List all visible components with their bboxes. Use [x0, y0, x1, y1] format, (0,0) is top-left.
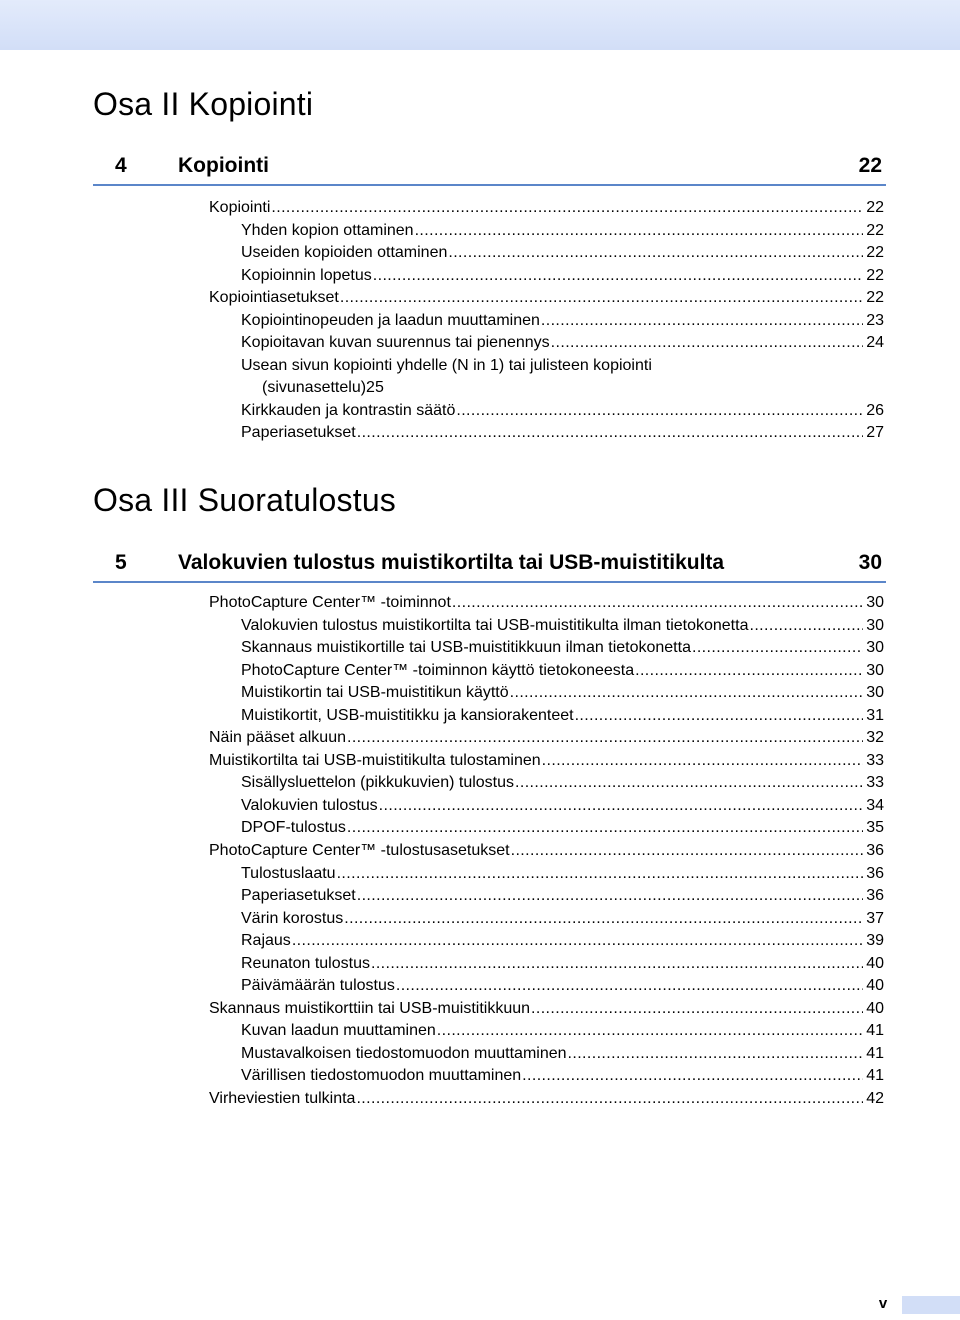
toc-entry-page: 24: [866, 334, 884, 352]
toc-entry-text: Skannaus muistikorttiin tai USB-muistitikkuun: [209, 999, 531, 1017]
dot-leader: [531, 998, 863, 1021]
toc-entry-text: Kopiointi: [209, 199, 271, 216]
dot-leader: [541, 310, 863, 333]
toc-entry-text: PhotoCapture Center™ -toiminnon käyttö tietokoneesta: [241, 661, 635, 679]
toc-entry-page: 30: [866, 684, 884, 702]
toc-entry[interactable]: [209, 908, 884, 931]
toc-entry-text: Muistikortilta tai USB-muistitikulta tulostaminen: [209, 751, 541, 769]
toc-entry-text: Sisällysluettelon (pikkukuvien) tulostus: [241, 774, 515, 792]
toc-entry[interactable]: [209, 400, 884, 423]
toc-entry-text: Virheviestien tulkinta: [209, 1090, 356, 1108]
dot-leader: [344, 908, 863, 931]
dot-leader: [340, 287, 863, 310]
toc-entry[interactable]: [209, 1020, 884, 1043]
toc-entry[interactable]: [209, 220, 884, 243]
toc-entry-page: 41: [866, 1067, 884, 1085]
toc-entry-text-cont: (sivunasettelu): [262, 379, 367, 397]
toc-entry-text: Värin korostus: [241, 909, 344, 927]
toc-entry-page: 22: [866, 289, 884, 307]
toc-entry-page: 36: [866, 864, 884, 882]
toc-entry-text: PhotoCapture Center™ -tulostusasetukset: [209, 842, 510, 860]
toc-entry-text: Näin pääset alkuun: [209, 729, 346, 747]
dot-leader: [522, 1065, 863, 1088]
toc-entry-text: Kopiointiasetukset: [209, 289, 339, 307]
toc-entry-page: 40: [866, 954, 884, 972]
toc-entry-page: 30: [866, 616, 884, 634]
dot-leader: [448, 242, 863, 265]
toc-entry[interactable]: [209, 817, 884, 840]
dot-leader: [379, 795, 863, 818]
toc-entry-page: 39: [866, 932, 884, 950]
toc-entry-text: Muistikortit, USB-muistitikku ja kansiorakenteet: [241, 706, 574, 724]
dot-leader: [515, 772, 863, 795]
chapter-heading[interactable]: [93, 150, 886, 186]
toc-entry-page: 41: [866, 1044, 884, 1062]
toc-entry[interactable]: [209, 1043, 884, 1066]
toc-entry-page: 33: [866, 751, 884, 769]
toc-entry-page: 25: [366, 379, 384, 397]
toc-entry-text: Muistikortin tai USB-muistitikun käyttö: [241, 684, 509, 702]
toc-entry-page: 42: [866, 1090, 884, 1108]
chapter-number: 4: [115, 154, 127, 177]
toc-entry[interactable]: [209, 863, 884, 886]
chapter-number: 5: [115, 551, 127, 574]
dot-leader: [357, 885, 863, 908]
dot-leader: [510, 682, 863, 705]
toc-entry[interactable]: [209, 615, 884, 638]
dot-leader: [437, 1020, 863, 1043]
dot-leader: [551, 332, 863, 355]
chapter-title: Kopiointi: [178, 154, 269, 177]
dot-leader: [373, 265, 863, 288]
dot-leader: [692, 637, 863, 660]
toc-entry-page: 40: [866, 999, 884, 1017]
toc-entry-text: Kirkkauden ja kontrastin säätö: [241, 401, 456, 419]
toc-entry-text: Reunaton tulostus: [241, 954, 370, 972]
toc-entry[interactable]: [209, 592, 884, 615]
toc-entry-text: Useiden kopioiden ottaminen: [241, 244, 448, 262]
toc-entry[interactable]: [209, 705, 884, 728]
chapter-heading[interactable]: [93, 547, 886, 583]
toc-entry-page: 30: [866, 594, 884, 611]
footer-band: [902, 1296, 960, 1314]
toc-entry[interactable]: [209, 637, 884, 660]
dot-leader: [292, 930, 863, 953]
toc-entry[interactable]: [209, 930, 884, 953]
dot-leader: [371, 953, 863, 976]
dot-leader: [635, 660, 863, 683]
toc-entry-page: 26: [866, 401, 884, 419]
toc-entry-page: 23: [866, 311, 884, 329]
toc-entry-page: 30: [866, 639, 884, 657]
toc-entry-text: Mustavalkoisen tiedostomuodon muuttaminen: [241, 1044, 567, 1062]
toc-entry[interactable]: [209, 727, 884, 750]
dot-leader: [575, 705, 863, 728]
toc-entry-text: Valokuvien tulostus: [241, 796, 378, 814]
toc-entry[interactable]: [209, 355, 884, 400]
toc-entry[interactable]: [209, 287, 884, 310]
dot-leader: [542, 750, 863, 773]
dot-leader: [568, 1043, 863, 1066]
dot-leader: [456, 400, 863, 423]
toc-entry-text: DPOF-tulostus: [241, 819, 346, 837]
dot-leader: [347, 727, 863, 750]
toc-list: [209, 197, 884, 445]
dot-leader: [415, 220, 863, 243]
toc-entry-page: 34: [866, 796, 884, 814]
toc-entry[interactable]: [209, 772, 884, 795]
toc-entry[interactable]: [209, 332, 884, 355]
toc-entry-text: Paperiasetukset: [241, 887, 356, 905]
part-title: Osa II Kopiointi: [93, 86, 314, 122]
toc-entry-text: Usean sivun kopiointi yhdelle (N in 1) tai julisteen kopiointi: [241, 356, 652, 374]
chapter-page: 22: [858, 154, 882, 177]
toc-entry[interactable]: [209, 1088, 884, 1111]
toc-entry[interactable]: [209, 975, 884, 998]
toc-entry-page: 27: [866, 424, 884, 442]
toc-entry-text: Paperiasetukset: [241, 424, 356, 442]
toc-entry-page: 22: [866, 221, 884, 239]
toc-entry[interactable]: [209, 422, 884, 445]
toc-entry-text: Kopiointinopeuden ja laadun muuttaminen: [241, 311, 540, 329]
toc-entry-text: Päivämäärän tulostus: [241, 977, 395, 995]
part-title: Osa III Suoratulostus: [93, 482, 397, 518]
toc-entry-page: 22: [866, 199, 884, 216]
dot-leader: [357, 422, 863, 445]
dot-leader: [337, 863, 863, 886]
toc-entry-text: Värillisen tiedostomuodon muuttaminen: [241, 1067, 522, 1085]
toc-entry-page: 36: [866, 842, 884, 860]
toc-entry-text: PhotoCapture Center™ -toiminnot: [209, 594, 451, 611]
toc-entry-page: 37: [866, 909, 884, 927]
toc-entry[interactable]: [209, 885, 884, 908]
dot-leader: [452, 592, 863, 615]
dot-leader: [511, 840, 863, 863]
toc-entry-page: 22: [866, 266, 884, 284]
toc-entry[interactable]: [209, 242, 884, 265]
dot-leader: [749, 615, 863, 638]
toc-entry[interactable]: [209, 197, 884, 220]
toc-entry-text: Skannaus muistikortille tai USB-muistitikkuun ilman tietokonetta: [241, 639, 691, 657]
toc-entry[interactable]: [209, 660, 884, 683]
toc-entry[interactable]: [209, 310, 884, 333]
toc-entry-page: 40: [866, 977, 884, 995]
toc-entry-text: Kuvan laadun muuttaminen: [241, 1022, 436, 1040]
toc-entry-page: 41: [866, 1022, 884, 1040]
toc-entry-page: 30: [866, 661, 884, 679]
toc-entry[interactable]: [209, 750, 884, 773]
toc-entry-text: Valokuvien tulostus muistikortilta tai USB-muistitikulta ilman tietokonetta: [241, 616, 749, 634]
chapter-page: 30: [858, 551, 882, 574]
page-number: v: [878, 1295, 888, 1312]
toc-entry[interactable]: [209, 840, 884, 863]
chapter-title: Valokuvien tulostus muistikortilta tai USB-muistitikulta: [178, 551, 725, 574]
toc-entry-page: 32: [866, 729, 884, 747]
toc-entry-page: 36: [866, 887, 884, 905]
toc-list: [209, 592, 884, 1111]
toc-entry-text: Yhden kopion ottaminen: [241, 221, 414, 239]
dot-leader: [356, 1088, 863, 1111]
toc-entry-page: 35: [866, 819, 884, 837]
dot-leader: [347, 817, 863, 840]
header-band: [0, 0, 960, 50]
toc-entry-text: Kopioitavan kuvan suurennus tai pienennys: [241, 334, 550, 352]
dot-leader: [271, 197, 863, 220]
toc-entry[interactable]: [209, 682, 884, 705]
toc-entry[interactable]: [209, 265, 884, 288]
toc-entry[interactable]: [209, 795, 884, 818]
toc-entry[interactable]: [209, 953, 884, 976]
toc-entry-text: Rajaus: [241, 932, 291, 950]
toc-entry-page: 31: [866, 706, 884, 724]
toc-entry[interactable]: [209, 1065, 884, 1088]
toc-entry-page: 33: [866, 774, 884, 792]
toc-entry[interactable]: [209, 998, 884, 1021]
toc-entry-page: 22: [866, 244, 884, 262]
dot-leader: [396, 975, 863, 998]
toc-entry-text: Tulostuslaatu: [241, 864, 336, 882]
toc-entry-text: Kopioinnin lopetus: [241, 266, 372, 284]
